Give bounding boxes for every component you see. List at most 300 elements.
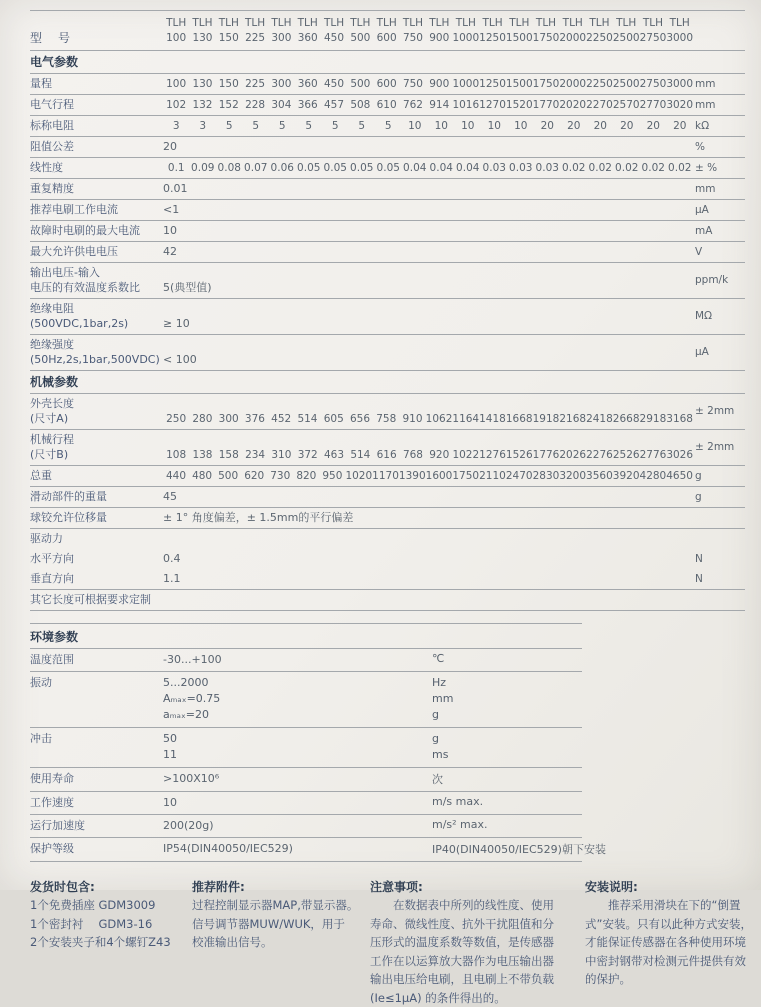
cell-value: 1750 — [452, 469, 479, 483]
cell-value: 10 — [508, 119, 535, 133]
model-column — [268, 16, 294, 46]
table-row — [30, 263, 745, 299]
cell-value: 600 — [374, 77, 400, 91]
cell-value: 2526 — [613, 448, 640, 462]
cell-value: ≥ 10 — [163, 316, 190, 331]
cell-value: 20 — [587, 119, 614, 133]
cell-value: 1918 — [533, 412, 560, 426]
table-row — [30, 116, 745, 137]
row-label — [30, 795, 163, 810]
table-row — [30, 590, 745, 611]
model-number: 600 — [374, 31, 400, 46]
table-row — [30, 335, 745, 371]
model-prefix: TLH — [506, 16, 533, 31]
unit-label: Hz — [432, 675, 446, 691]
cell-value: 0.02 — [587, 161, 614, 175]
model-column — [347, 16, 373, 46]
row-label-line: 故障时电刷的最大电流 — [30, 223, 163, 238]
cell-value: 20 — [561, 119, 588, 133]
model-column — [506, 16, 533, 46]
model-column — [242, 16, 268, 46]
model-column — [163, 16, 189, 46]
row-label-line: 阻值公差 — [30, 139, 163, 154]
row-label — [30, 97, 163, 112]
model-column — [426, 16, 452, 46]
row-label-line: 最大允许供电电压 — [30, 244, 163, 259]
model-column — [321, 16, 347, 46]
table-row — [30, 221, 745, 242]
cell-value: 300 — [216, 412, 242, 426]
row-label-line: 外壳长度 — [30, 396, 163, 411]
cell-value: 0.05 — [349, 161, 376, 175]
model-prefix: TLH — [426, 16, 452, 31]
cell-value: 2470 — [506, 469, 533, 483]
cell-value: >100X10⁶ — [163, 771, 432, 787]
unit-label: 次 — [432, 771, 443, 787]
cell-value: 514 — [347, 448, 373, 462]
row-label-line: 驱动力 — [30, 531, 163, 546]
cell-value: 768 — [400, 448, 426, 462]
unit-label: ± 2mm — [693, 441, 745, 453]
row-label-line: 输出电压-输入 — [30, 265, 163, 280]
cell-value: 610 — [374, 98, 400, 112]
unit-label: kΩ — [693, 120, 745, 132]
row-label — [30, 731, 163, 746]
model-number: 1000 — [452, 31, 479, 46]
table-row — [30, 394, 745, 430]
model-number: 225 — [242, 31, 268, 46]
model-prefix: TLH — [559, 16, 586, 31]
value-columns — [163, 119, 693, 133]
cell-value: 10 — [455, 119, 482, 133]
model-number: 1750 — [533, 31, 560, 46]
value-area — [163, 841, 582, 857]
row-label — [30, 551, 163, 566]
model-label: 型 号 — [30, 29, 163, 46]
cell-value: 372 — [295, 448, 321, 462]
cell-value: 0.03 — [481, 161, 508, 175]
footer-line: 中密封钢带对检测元件提供有效 — [585, 952, 745, 971]
cell-value: 1164 — [452, 412, 479, 426]
row-label-line: (50Hz,2s,1bar,500VDC) — [30, 352, 163, 367]
cell-value: 762 — [400, 98, 426, 112]
cell-value: 5 — [349, 119, 376, 133]
footer-column-title: 注意事项: — [370, 878, 585, 896]
model-column — [479, 16, 506, 46]
value-columns — [163, 469, 693, 483]
section-title: 机械参数 — [30, 371, 745, 394]
row-label — [30, 202, 163, 217]
table-row — [30, 549, 745, 569]
value-area — [163, 571, 693, 586]
footer-line: 输出电压给电刷，且电刷上不带负载 — [370, 970, 585, 989]
cell-value: 304 — [268, 98, 294, 112]
cell-value: IP54(DIN40050/IEC529) — [163, 841, 432, 857]
unit-label: MΩ — [693, 310, 745, 322]
row-label-line: 推荐电刷工作电流 — [30, 202, 163, 217]
model-prefix: TLH — [216, 16, 242, 31]
cell-value: 228 — [242, 98, 268, 112]
cell-value: 508 — [347, 98, 373, 112]
row-label — [30, 675, 163, 690]
row-label — [30, 337, 163, 367]
row-label — [30, 181, 163, 196]
cell-value: 1000 — [452, 77, 479, 91]
row-label-line: 线性度 — [30, 160, 163, 175]
cell-value: 900 — [426, 77, 452, 91]
cell-value: 480 — [189, 469, 215, 483]
cell-value: 45 — [163, 489, 177, 504]
footer-line: 式”安装。只有以此种方式安装， — [585, 915, 745, 934]
table-row — [30, 649, 582, 672]
cell-value: 3 — [163, 119, 190, 133]
row-label — [30, 571, 163, 586]
row-label — [30, 592, 163, 607]
footer-column-title: 推荐附件: — [192, 878, 370, 896]
value-columns — [163, 448, 693, 462]
value-line — [163, 707, 582, 723]
model-prefix: TLH — [242, 16, 268, 31]
row-label — [30, 265, 163, 295]
row-label — [30, 818, 163, 833]
row-label-line: (尺寸B) — [30, 447, 163, 462]
value-columns — [163, 77, 693, 91]
row-label-line: 绝缘强度 — [30, 337, 163, 352]
table-row — [30, 792, 582, 815]
row-label-line: 运行加速度 — [30, 818, 163, 833]
cell-value: 2418 — [586, 412, 613, 426]
model-prefix: TLH — [533, 16, 560, 31]
value-columns — [163, 161, 693, 175]
footer-column — [192, 878, 370, 1007]
value-line — [163, 675, 582, 691]
unit-label: ℃ — [432, 652, 444, 667]
cell-value: 11 — [163, 747, 432, 763]
cell-value: 500 — [215, 469, 241, 483]
unit-label: % — [693, 141, 745, 153]
unit-label: V — [693, 246, 745, 258]
cell-value: 1750 — [533, 77, 560, 91]
model-prefix: TLH — [666, 16, 693, 31]
unit-label: ms — [432, 747, 448, 763]
table-row — [30, 242, 745, 263]
footer-column-title: 安装说明: — [585, 878, 745, 896]
cell-value: 20 — [163, 139, 177, 154]
cell-value: 2020 — [559, 98, 586, 112]
cell-value: <1 — [163, 202, 179, 217]
unit-label: ppm/k — [693, 274, 745, 286]
row-label — [30, 118, 163, 133]
cell-value: 1020 — [345, 469, 372, 483]
cell-value: 300 — [268, 77, 294, 91]
cell-value: 1016 — [452, 98, 479, 112]
unit-label: ± 2mm — [693, 405, 745, 417]
value-lines — [163, 675, 582, 723]
cell-value: 5 — [216, 119, 243, 133]
cell-value: 2776 — [640, 448, 667, 462]
cell-value: 950 — [319, 469, 345, 483]
cell-value: 0.08 — [216, 161, 243, 175]
cell-value: 132 — [189, 98, 215, 112]
cell-value: 3026 — [666, 448, 693, 462]
model-prefix: TLH — [374, 16, 400, 31]
cell-value: 1418 — [479, 412, 506, 426]
table-row — [30, 569, 745, 590]
row-label-line: (尺寸A) — [30, 411, 163, 426]
cell-value: 5 — [375, 119, 402, 133]
value-columns — [163, 412, 693, 426]
row-label-line: 绝缘电阻 — [30, 301, 163, 316]
cell-value: 0.1 — [163, 161, 190, 175]
cell-value: 730 — [267, 469, 293, 483]
model-prefix: TLH — [613, 16, 640, 31]
unit-label: mm — [432, 691, 453, 707]
model-number: 1500 — [506, 31, 533, 46]
row-label-line: 工作速度 — [30, 795, 163, 810]
value-area — [163, 181, 693, 196]
cell-value: 1668 — [506, 412, 533, 426]
cell-value: ± 1° 角度偏差，± 1.5mm的平行偏差 — [163, 510, 353, 525]
cell-value: 20 — [534, 119, 561, 133]
value-area — [163, 223, 693, 238]
cell-value: 910 — [399, 412, 425, 426]
table-row — [30, 430, 745, 466]
cell-value: 620 — [241, 469, 267, 483]
model-prefix: TLH — [452, 16, 479, 31]
value-area — [163, 771, 582, 787]
cell-value: 2830 — [533, 469, 560, 483]
cell-value: 3920 — [613, 469, 640, 483]
footer-line: 工作在以运算放大器作为电压输出器 — [370, 952, 585, 971]
cell-value: 1776 — [533, 448, 560, 462]
row-label — [30, 244, 163, 259]
unit-label: ± % — [693, 162, 745, 174]
value-columns — [163, 98, 693, 112]
cell-value: 0.05 — [375, 161, 402, 175]
cell-value: 138 — [189, 448, 215, 462]
footer-line: 信号调节器MUW/WUK，用于 — [192, 915, 370, 934]
row-label-line: 电压的有效温度系数比 — [30, 280, 163, 295]
footer-notes — [30, 878, 745, 1007]
row-label — [30, 489, 163, 504]
cell-value: 280 — [189, 412, 215, 426]
cell-value: 50 — [163, 731, 432, 747]
unit-label: μA — [693, 346, 745, 358]
footer-line: 在数据表中所列的线性度、使用 — [370, 896, 585, 915]
cell-value: 0.02 — [640, 161, 667, 175]
unit-label: N — [693, 553, 745, 565]
cell-value: 750 — [400, 77, 426, 91]
value-area — [163, 316, 693, 331]
row-label — [30, 160, 163, 175]
value-line — [163, 731, 582, 747]
footer-line: 2个安装夹子和4个螺钉Z43 — [30, 933, 192, 952]
row-label — [30, 396, 163, 426]
section-electrical — [30, 51, 745, 371]
model-prefix: TLH — [400, 16, 426, 31]
cell-value: 0.03 — [508, 161, 535, 175]
footer-column — [585, 878, 745, 1007]
value-area — [163, 510, 693, 525]
cell-value: 2500 — [613, 77, 640, 91]
section-title: 环境参数 — [30, 626, 582, 649]
cell-value: 0.07 — [243, 161, 270, 175]
section-environment — [30, 623, 582, 862]
row-label-line: (500VDC,1bar,2s) — [30, 316, 163, 331]
cell-value: 0.4 — [163, 551, 181, 566]
value-area — [163, 352, 693, 367]
cell-value: 452 — [268, 412, 294, 426]
row-label — [30, 432, 163, 462]
footer-line: 推荐采用滑块在下的“倒置 — [585, 896, 745, 915]
cell-value: 42 — [163, 244, 177, 259]
cell-value: 100 — [163, 77, 189, 91]
cell-value: 1770 — [533, 98, 560, 112]
table-row — [30, 200, 745, 221]
cell-value: 150 — [216, 77, 242, 91]
cell-value: 0.02 — [561, 161, 588, 175]
table-row — [30, 508, 745, 529]
cell-value: 1390 — [399, 469, 426, 483]
cell-value: 758 — [373, 412, 399, 426]
cell-value: 0.09 — [190, 161, 217, 175]
model-column — [216, 16, 242, 46]
cell-value: 225 — [242, 77, 268, 91]
cell-value: 0.03 — [534, 161, 561, 175]
cell-value: 250 — [163, 412, 189, 426]
footer-column — [370, 878, 585, 1007]
model-number: 2750 — [640, 31, 667, 46]
cell-value: 2276 — [586, 448, 613, 462]
row-label — [30, 223, 163, 238]
cell-value: 20 — [614, 119, 641, 133]
model-number: 130 — [189, 31, 215, 46]
row-label — [30, 468, 163, 483]
section-title: 电气参数 — [30, 51, 745, 74]
table-row — [30, 158, 745, 179]
row-label — [30, 652, 163, 667]
row-label-line: 重复精度 — [30, 181, 163, 196]
unit-label: g — [432, 731, 439, 747]
cell-value: 656 — [347, 412, 373, 426]
cell-value: 5 — [269, 119, 296, 133]
value-area — [163, 202, 693, 217]
table-row — [30, 672, 582, 728]
row-label-line: 温度范围 — [30, 652, 163, 667]
value-area — [163, 280, 693, 295]
table-row — [30, 768, 582, 792]
cell-value: 2668 — [613, 412, 640, 426]
model-column — [374, 16, 400, 46]
cell-value: 457 — [321, 98, 347, 112]
unit-label: mm — [693, 78, 745, 90]
cell-value: 1526 — [506, 448, 533, 462]
cell-value: 360 — [295, 77, 321, 91]
cell-value: 1600 — [426, 469, 453, 483]
model-number: 1250 — [479, 31, 506, 46]
row-label-line: 使用寿命 — [30, 771, 163, 786]
cell-value: 2770 — [640, 98, 667, 112]
model-column — [533, 16, 560, 46]
model-number: 2250 — [586, 31, 613, 46]
row-label — [30, 76, 163, 91]
row-label-line: 振动 — [30, 675, 163, 690]
cell-value: 2750 — [640, 77, 667, 91]
cell-value: 1062 — [426, 412, 453, 426]
footer-line: (Ie≤1μA) 的条件得出的。 — [370, 989, 585, 1007]
model-column — [559, 16, 586, 46]
cell-value: 2110 — [479, 469, 506, 483]
value-area — [163, 139, 693, 154]
model-prefix: TLH — [189, 16, 215, 31]
datasheet-table — [30, 10, 745, 1007]
cell-value: 3200 — [559, 469, 586, 483]
section-mechanical — [30, 371, 745, 611]
model-number: 500 — [347, 31, 373, 46]
model-column — [586, 16, 613, 46]
row-label-line: 球铰允许位移量 — [30, 510, 163, 525]
cell-value: 1.1 — [163, 571, 181, 586]
cell-value: 2270 — [586, 98, 613, 112]
cell-value: 3020 — [666, 98, 693, 112]
cell-value: < 100 — [163, 352, 197, 367]
cell-value: 5 — [296, 119, 323, 133]
cell-value: 20 — [667, 119, 694, 133]
cell-value: 1022 — [452, 448, 479, 462]
cell-value: 616 — [374, 448, 400, 462]
cell-value: 5...2000 — [163, 675, 432, 691]
unit-label: N — [693, 573, 745, 585]
row-label-line: 水平方向 — [30, 551, 163, 566]
model-prefix: TLH — [586, 16, 613, 31]
model-column — [613, 16, 640, 46]
row-label-line: 保护等级 — [30, 841, 163, 856]
row-label-line: 滑动部件的重量 — [30, 489, 163, 504]
cell-value: 0.05 — [322, 161, 349, 175]
cell-value: 1276 — [479, 448, 506, 462]
table-row — [30, 487, 745, 508]
cell-value: Aₘₐₓ=0.75 — [163, 691, 432, 707]
unit-label: IP40(DIN40050/IEC529)朝下安装 — [432, 841, 606, 857]
row-label — [30, 301, 163, 331]
cell-value: 4280 — [640, 469, 667, 483]
cell-value: 2918 — [640, 412, 667, 426]
unit-label: mm — [693, 183, 745, 195]
cell-value: 10 — [163, 223, 177, 238]
cell-value: 0.01 — [163, 181, 188, 196]
row-label — [30, 841, 163, 856]
cell-value: 1500 — [506, 77, 533, 91]
cell-value: 0.02 — [667, 161, 694, 175]
table-row — [30, 815, 582, 838]
cell-value: 1520 — [506, 98, 533, 112]
model-number: 300 — [268, 31, 294, 46]
model-number: 2500 — [613, 31, 640, 46]
cell-value: 310 — [268, 448, 294, 462]
cell-value: 158 — [216, 448, 242, 462]
row-label-line: 量程 — [30, 76, 163, 91]
model-prefix: TLH — [163, 16, 189, 31]
model-column — [640, 16, 667, 46]
cell-value: 200(20g) — [163, 818, 432, 833]
value-area — [163, 795, 582, 810]
cell-value: 514 — [294, 412, 320, 426]
unit-label: mm — [693, 99, 745, 111]
footer-column — [30, 878, 192, 1007]
model-column — [666, 16, 693, 46]
model-prefix: TLH — [321, 16, 347, 31]
cell-value: -30...+100 — [163, 652, 432, 667]
